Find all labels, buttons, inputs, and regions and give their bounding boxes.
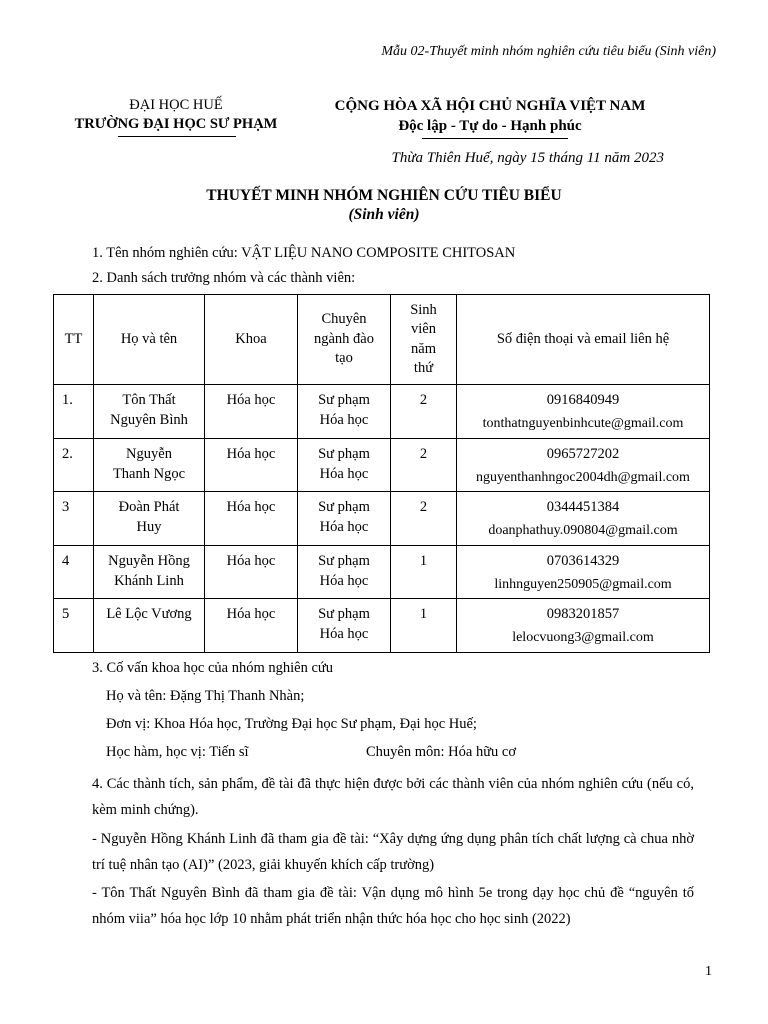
name-line: Thanh Ngọc [112,465,186,482]
section-4-heading: 4. Các thành tích, sản phẩm, đề tài đã thực hiện được bởi các thành viên của nhóm nghiên cứu (nếu có, kèm minh chứng). [92,776,694,818]
email-address: tonthatnguyenbinhcute@gmail.com [482,416,684,431]
cell-contact [457,599,710,653]
cell-name [94,438,205,492]
phone-number: 0916840949 [546,392,620,408]
name-line: Lê Lộc Vương [106,606,192,622]
table-row [54,545,710,599]
cell-tt: 4 [54,545,94,599]
advisor-unit: Đơn vị: Khoa Hóa học, Trường Đại học Sư phạm, Đại học Huế; [106,716,477,732]
header-major-line: tạo [335,350,353,367]
section-2-heading: 2. Danh sách trưởng nhóm và các thành viên: [92,270,356,286]
cell-year: 1 [391,545,457,599]
university-name: ĐẠI HỌC HUẾ [129,97,223,113]
header-tt: TT [54,295,94,385]
table-header-row [54,295,710,385]
table-row [54,385,710,439]
header-name: Họ và tên [94,295,205,385]
cell-year: 1 [391,599,457,653]
cell-name [94,545,205,599]
header-major-line: Chuyên [321,311,367,328]
major-line: Hóa học [319,412,369,428]
table-row [54,599,710,653]
place-date: Thừa Thiên Huế, ngày 15 tháng 11 năm 2023 [391,150,664,166]
phone-number: 0344451384 [546,499,620,515]
name-line: Khánh Linh [114,572,184,589]
cell-tt: 3 [54,492,94,546]
achievement-item: - Tôn Thất Nguyên Bình đã tham gia đề tài: Vận dụng mô hình 5e trong dạy học chủ đề “nguyên tố nhóm viia” hóa học lớp 10 nhằm phát triển nhận thức hóa học cho học sinh (2022) [92,885,694,927]
major-line: Sư phạm [318,606,370,622]
email-address: doanphathuy.090804@gmail.com [488,523,678,538]
cell-faculty: Hóa học [205,492,298,546]
school-name: TRƯỜNG ĐẠI HỌC SƯ PHẠM [74,116,278,132]
cell-tt: 5 [54,599,94,653]
page-number: 1 [705,964,712,979]
advisor-degree: Học hàm, học vị: Tiến sĩ [106,744,249,760]
header-contact: Số điện thoại và email liên hệ [457,295,710,385]
section-3-heading: 3. Cố vấn khoa học của nhóm nghiên cứu [92,660,334,676]
cell-major [298,492,391,546]
major-line: Sư phạm [318,552,370,569]
cell-major [298,385,391,439]
email-address: nguyenthanhngoc2004dh@gmail.com [476,469,690,485]
name-line: Nguyễn Hồng [108,552,190,569]
cell-faculty: Hóa học [205,545,298,599]
header-year-line: Sinh [410,301,437,318]
header-year [391,295,457,385]
school-underline [118,136,236,137]
name-line: Nguyễn [126,445,172,462]
achievement-item: - Nguyễn Hồng Khánh Linh đã tham gia đề tài: “Xây dựng ứng dụng phân tích chất lượng cà chua nhờ trí tuệ nhân tạo (AI)” (2023, giải khuyến khích cấp trường) [92,831,694,873]
cell-name [94,492,205,546]
header-major [298,295,391,385]
cell-year: 2 [391,385,457,439]
cell-faculty: Hóa học [205,599,298,653]
cell-year: 2 [391,438,457,492]
header-major-line: ngành đào [314,330,374,347]
cell-name [94,599,205,653]
major-line: Hóa học [319,626,369,642]
advisor-specialty: Chuyên môn: Hóa hữu cơ [366,744,517,760]
major-line: Sư phạm [318,499,370,515]
advisor-name: Họ và tên: Đặng Thị Thanh Nhàn; [106,688,305,704]
form-code: Mẫu 02-Thuyết minh nhóm nghiên cứu tiêu biểu (Sinh viên) [381,44,716,59]
table-row [54,438,710,492]
cell-major [298,438,391,492]
email-address: lelocvuong3@gmail.com [512,630,654,645]
name-line: Huy [136,519,162,535]
national-motto: Độc lập - Tự do - Hạnh phúc [398,118,582,134]
issuing-organization [56,96,296,134]
cell-contact [457,545,710,599]
cell-name [94,385,205,439]
cell-contact [457,438,710,492]
header-faculty: Khoa [205,295,298,385]
cell-year: 2 [391,492,457,546]
cell-faculty: Hóa học [205,438,298,492]
cell-contact [457,492,710,546]
major-line: Hóa học [319,519,369,535]
phone-number: 0983201857 [546,606,620,622]
cell-major [298,599,391,653]
header-year-line: thứ [413,360,434,376]
major-line: Hóa học [319,572,369,589]
nation-name: CỘNG HÒA XÃ HỘI CHỦ NGHĨA VIỆT NAM [334,98,646,114]
name-line: Tôn Thất [122,392,176,408]
major-line: Sư phạm [318,445,370,462]
document-title: THUYẾT MINH NHÓM NGHIÊN CỨU TIÊU BIỂU [206,187,562,204]
members-table [53,294,710,653]
header-year-line: năm [411,340,436,357]
email-address: linhnguyen250905@gmail.com [494,576,672,592]
national-header [290,96,690,136]
table-row [54,492,710,546]
document-subtitle: (Sinh viên) [348,206,420,223]
header-year-line: viên [411,321,436,337]
cell-tt: 2. [54,438,94,492]
section-1-group-name: 1. Tên nhóm nghiên cứu: VẬT LIỆU NANO COMPOSITE CHITOSAN [92,245,516,261]
cell-major [298,545,391,599]
name-line: Đoàn Phát [118,499,180,515]
major-line: Hóa học [319,465,369,482]
phone-number: 0965727202 [546,445,620,462]
cell-tt: 1. [54,385,94,439]
phone-number: 0703614329 [546,552,620,569]
name-line: Nguyên Bình [110,412,188,428]
cell-contact [457,385,710,439]
motto-underline [422,138,568,139]
major-line: Sư phạm [318,392,370,408]
cell-faculty: Hóa học [205,385,298,439]
